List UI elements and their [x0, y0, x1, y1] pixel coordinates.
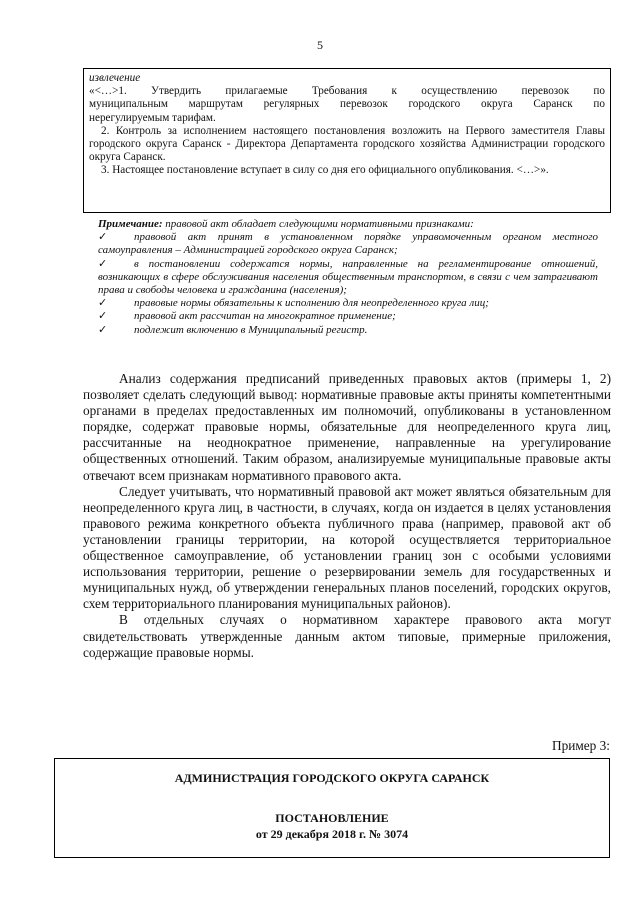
- note-item-text: в постановлении содержатся нормы, направленные на регламентирование отношений, возникающих в сфере обслуживания населения общественным транспортом, в связи с чем затрагивают права и свободы человека и гражданина (населения);: [98, 257, 598, 297]
- document-type: ПОСТАНОВЛЕНИЕ: [275, 811, 389, 825]
- note-item: [98, 324, 598, 337]
- check-icon: ✓: [98, 323, 108, 336]
- note-intro: правовой акт обладает следующими нормативными признаками:: [162, 218, 474, 230]
- note-item: [98, 231, 598, 257]
- check-icon: ✓: [98, 297, 108, 310]
- excerpt-box: [83, 68, 611, 213]
- resolution-header-box: [54, 758, 610, 858]
- note-item-text: подлежит включению в Муниципальный регистр.: [134, 323, 368, 336]
- organization-name: АДМИНИСТРАЦИЯ ГОРОДСКОГО ОКРУГА САРАНСК: [174, 771, 490, 785]
- body-paragraph: Следует учитывать, что нормативный правовой акт может являться обязательным для неопределенного круга лиц, в частности, в случаях, когда он издается в целях установления правового режима конкретного объекта публичного права (например, правовой акт об установлении границы территории, на которой осуществляется территориальное общественное самоуправление, об установлении границ зон с особыми условиями использования территории, решение о резервировании земель для государственных и муниципальных нужд, об утверждении генеральных планов поселений, городских округов, схем территориального планирования муниципальных районов).: [83, 483, 611, 612]
- note-item: [98, 258, 598, 298]
- body-paragraph: В отдельных случаях о нормативном характере правового акта могут свидетельствовать утвержденные данным актом типовые, примерные приложения, содержащие правовые нормы.: [83, 612, 611, 660]
- note-header: [98, 218, 598, 231]
- note-item-text: правовые нормы обязательны к исполнению для неопределенного круга лиц;: [134, 297, 489, 310]
- excerpt-item-1-line-3: нерегулируемым тарифам.: [89, 111, 216, 124]
- main-text: [83, 371, 611, 661]
- check-icon: ✓: [98, 257, 108, 270]
- body-paragraph: Анализ содержания предписаний приведенных правовых актов (примеры 1, 2) позволяет сделать следующий вывод: нормативные правовые акты приняты компетентными органами в пределах предоставленных им полномочий, опубликованы в установленном порядке, содержат правовые нормы, обязательные для неопределенного круга лиц, рассчитанные на неоднократное применение, направленные на урегулирование общественных отношений. Таким образом, анализируемые муниципальные правовые акты отвечают всем признакам нормативного правового акта.: [83, 371, 611, 483]
- note-item-text: правовой акт принят в установленном порядке управомоченным органом местного самоуправления – Администрацией городского округа Саранск;: [98, 231, 598, 257]
- excerpt-label: извлечение: [89, 72, 141, 84]
- check-icon: ✓: [98, 231, 108, 244]
- excerpt-item-2: 2. Контроль за исполнением настоящего постановления возложить на Первого заместителя Главы городского округа Саранск - Директора Департамента городского хозяйства Администрации городского округа Саранск.: [89, 124, 605, 164]
- excerpt-item-1-line-2: муниципальным маршрутам регулярных перевозок городского округа Саранск по: [89, 98, 605, 111]
- document-date: от 29 декабря 2018 г. № 3074: [255, 827, 409, 841]
- note-label: Примечание:: [98, 218, 163, 230]
- example-label: Пример 3:: [552, 738, 610, 753]
- note-item-text: правовой акт рассчитан на многократное применение;: [134, 310, 396, 323]
- check-icon: ✓: [98, 310, 108, 323]
- note-block: [98, 218, 598, 337]
- excerpt-item-1-line-1: «<…>1. Утвердить прилагаемые Требования к осуществлению перевозок по: [89, 85, 605, 98]
- note-item: [98, 297, 598, 310]
- page-number: 5: [317, 38, 323, 52]
- note-item: [98, 310, 598, 323]
- excerpt-item-3: 3. Настоящее постановление вступает в силу со дня его официального опубликования. <…>».: [101, 164, 549, 177]
